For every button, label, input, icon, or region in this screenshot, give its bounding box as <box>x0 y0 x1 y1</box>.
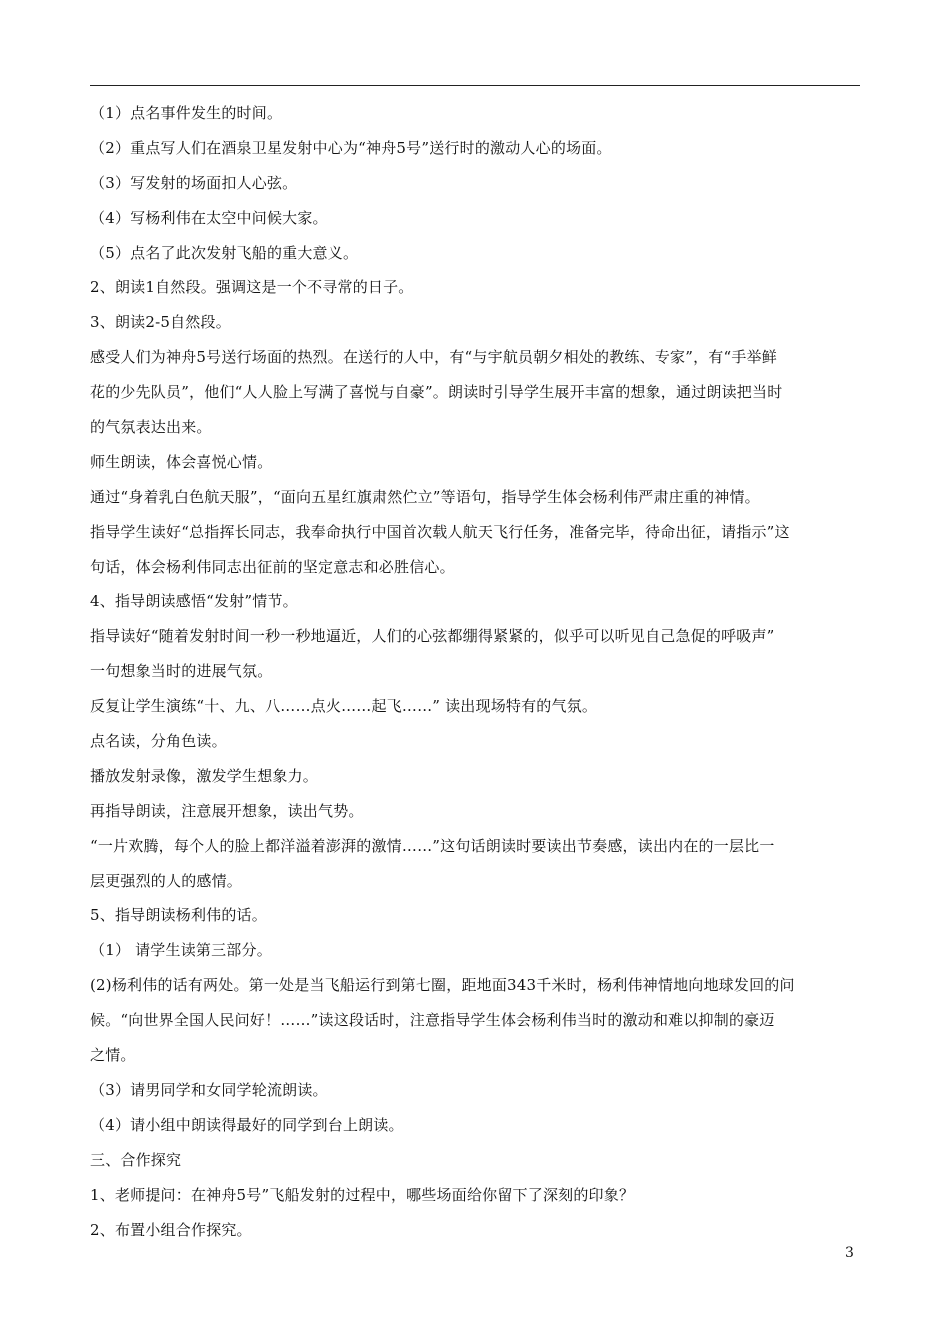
text-line: 反复让学生演练“十、九、八……点火……起飞……” 读出现场特有的气氛。 <box>90 697 598 716</box>
text-line: 指导读好“随着发射时间一秒一秒地逼近，人们的心弦都绷得紧紧的，似乎可以听见自己急促的呼吸声” <box>90 627 775 646</box>
document-body <box>90 96 870 1247</box>
text-line: 点名读，分角色读。 <box>90 732 227 751</box>
text-line: （5）点名了此次发射飞船的重大意义。 <box>90 243 359 262</box>
text-line: 之情。 <box>90 1046 136 1065</box>
text-line: 层更强烈的人的感情。 <box>90 871 243 890</box>
header-rule <box>90 85 860 86</box>
text-line: 1、老师提问：在神舟5号”飞船发射的过程中，哪些场面给你留下了深刻的印象？ <box>90 1185 635 1204</box>
text-line: 4、指导朗读感悟“发射”情节。 <box>90 592 298 611</box>
section-heading: 三、合作探究 <box>90 1150 182 1169</box>
text-line: 再指导朗读，注意展开想象，读出气势。 <box>90 801 364 820</box>
text-line: （4）请小组中朗读得最好的同学到台上朗读。 <box>90 1115 404 1134</box>
text-line: 2、布置小组合作探究。 <box>90 1220 252 1239</box>
text-line: （4）写杨利伟在太空中问候大家。 <box>90 208 328 227</box>
text-line: （1） 请学生读第三部分。 <box>90 941 272 960</box>
text-line: 候。“向世界全国人民问好！……”读这段话时，注意指导学生体会杨利伟当时的激动和难以抑制的豪迈 <box>90 1011 775 1030</box>
text-line: 2、朗读1自然段。强调这是一个不寻常的日子。 <box>90 278 414 297</box>
text-line: 一句想象当时的进展气氛。 <box>90 662 273 681</box>
text-line: 通过“身着乳白色航天服”，“面向五星红旗肃然伫立”等语句，指导学生体会杨利伟严肃庄重的神情。 <box>90 487 760 506</box>
text-line: （3）写发射的场面扣人心弦。 <box>90 173 298 192</box>
text-line: 5、指导朗读杨利伟的话。 <box>90 906 267 925</box>
text-line: (2)杨利伟的话有两处。第一处是当飞船运行到第七圈，距地面343千米时，杨利伟神情地向地球发回的问 <box>90 976 795 995</box>
text-line: 的气氛表达出来。 <box>90 418 212 437</box>
text-line: 3、朗读2-5自然段。 <box>90 313 231 332</box>
text-line: 师生朗读，体会喜悦心情。 <box>90 452 273 471</box>
text-line: （1）点名事件发生的时间。 <box>90 104 283 122</box>
text-line: 感受人们为神舟5号送行场面的热烈。在送行的人中，有“与宇航员朝夕相处的教练、专家”，有“手举鲜 <box>90 348 777 367</box>
text-line: （3）请男同学和女同学轮流朗读。 <box>90 1080 328 1099</box>
text-line: （2）重点写人们在酒泉卫星发射中心为“神舟5号”送行时的激动人心的场面。 <box>90 138 612 157</box>
text-line: “一片欢腾，每个人的脸上都洋溢着澎湃的激情……”这句话朗读时要读出节奏感，读出内在的一层比一 <box>90 836 775 855</box>
text-line: 句话，体会杨利伟同志出征前的坚定意志和必胜信心。 <box>90 557 455 576</box>
page-number: 3 <box>845 1245 854 1261</box>
text-line: 播放发射录像，激发学生想象力。 <box>90 766 319 785</box>
text-line: 花的少先队员”，他们“人人脸上写满了喜悦与自豪”。朗读时引导学生展开丰富的想象，通过朗读把当时 <box>90 383 783 402</box>
text-line: 指导学生读好“总指挥长同志，我奉命执行中国首次载人航天飞行任务，准备完毕，待命出征，请指示”这 <box>90 522 790 541</box>
